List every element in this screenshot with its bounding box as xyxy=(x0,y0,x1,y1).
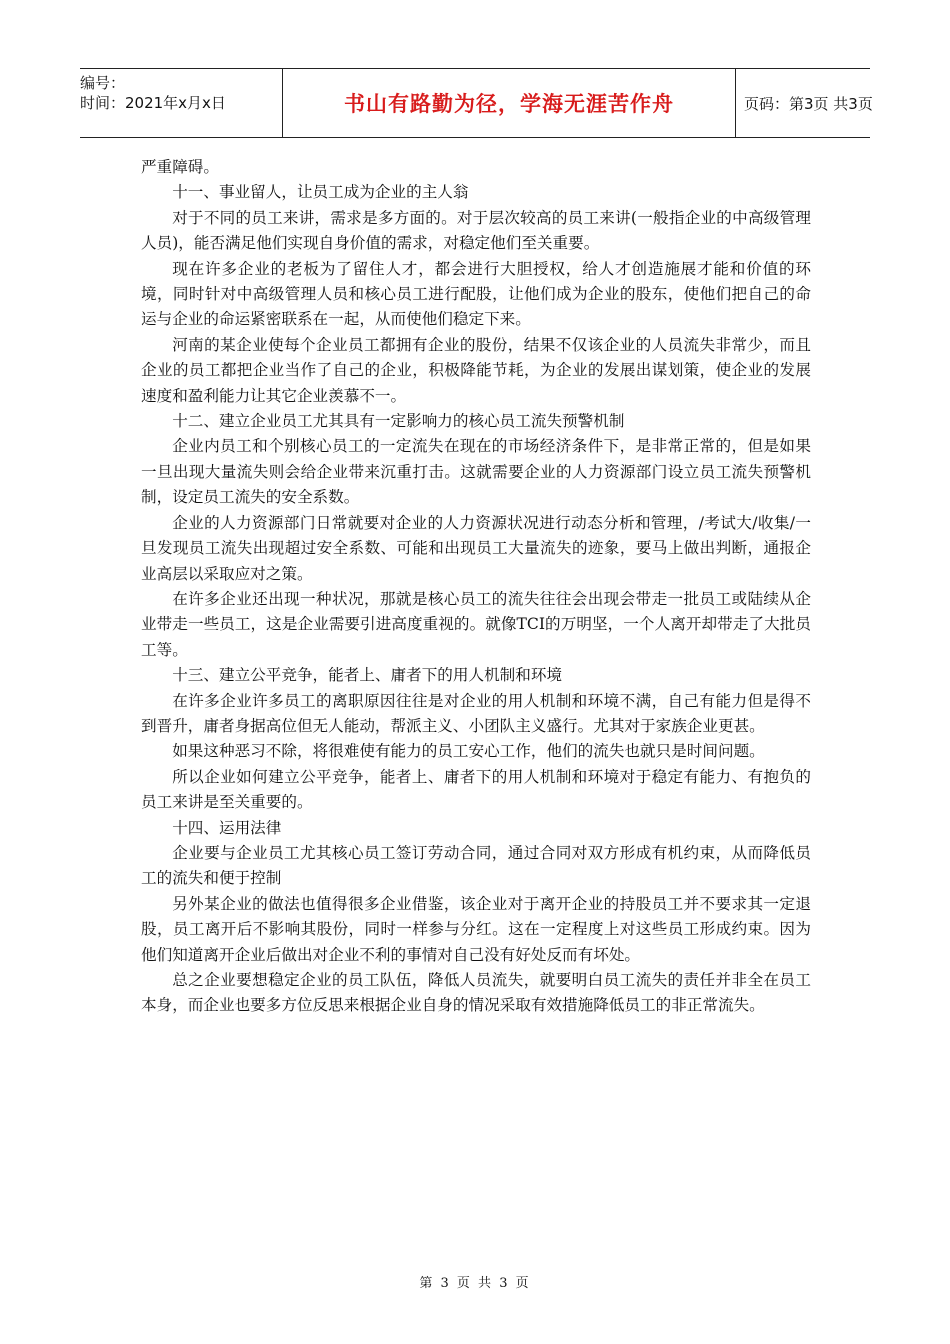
paragraph: 企业内员工和个别核心员工的一定流失在现在的市场经济条件下，是非常正常的，但是如果一旦出现大量流失则会给企业带来沉重打击。这就需要企业的人力资源部门设立员工流失预警机制，设定员工流失的安全系数。 xyxy=(141,437,811,507)
header-meta xyxy=(80,69,280,141)
header-motto: 书山有路勤为径，学海无涯苦作舟 xyxy=(344,92,674,116)
paragraph: 现在许多企业的老板为了留住人才，都会进行大胆授权，给人才创造施展才能和价值的环境，同时针对中高级管理人员和核心员工进行配股，让他们成为企业的股东，使他们把自己的命运与企业的命运紧密联系在一起，从而使他们稳定下来。 xyxy=(141,259,811,329)
paragraph: 河南的某企业使每个企业员工都拥有企业的股份，结果不仅该企业的人员流失非常少，而且企业的员工都把企业当作了自己的企业，积极降能节耗，为企业的发展出谋划策，使企业的发展速度和盈利能力让其它企业羡慕不一。 xyxy=(141,335,811,405)
document-body xyxy=(141,155,811,1019)
document-number: 编号： xyxy=(80,74,126,92)
paragraph: 企业要与企业员工尤其核心员工签订劳动合同，通过合同对双方形成有机约束，从而降低员工的流失和便于控制 xyxy=(141,843,811,888)
paragraph: 总之企业要想稳定企业的员工队伍，降低人员流失，就要明白员工流失的责任并非全在员工本身，而企业也要多方位反思来根据企业自身的情况采取有效措施降低员工的非正常流失。 xyxy=(141,971,811,1015)
section-heading: 十二、建立企业员工尤其具有一定影响力的核心员工流失预警机制 xyxy=(172,412,625,431)
paragraph: 严重障碍。 xyxy=(141,158,219,176)
paragraph: 另外某企业的做法也值得很多企业借鉴，该企业对于离开企业的持股员工并不要求其一定退股，员工离开后不影响其股份，同时一样参与分红。这在一定程度上对这些员工形成约束。因为他们知道离开企业后做出对企业不利的事情对自己没有好处反而有坏处。 xyxy=(141,894,811,964)
section-heading: 十四、运用法律 xyxy=(172,818,282,837)
paragraph: 在许多企业还出现一种状况，那就是核心员工的流失往往会出现会带走一批员工或陆续从企业带走一些员工，这是企业需要引进高度重视的。就像TCI的万明坚，一个人离开却带走了大批员工等。 xyxy=(141,589,811,659)
paragraph: 企业的人力资源部门日常就要对企业的人力资源状况进行动态分析和管理，/考试大/收集/一旦发现员工流失出现超过安全系数、可能和出现员工大量流失的迹象，要马上做出判断，通报企业高层以采取应对之策。 xyxy=(141,513,811,583)
paragraph: 如果这种恶习不除，将很难使有能力的员工安心工作，他们的流失也就只是时间问题。 xyxy=(172,742,765,761)
paragraph: 对于不同的员工来讲，需求是多方面的。对于层次较高的员工来讲(一般指企业的中高级管理人员)，能否满足他们实现自身价值的需求，对稳定他们至关重要。 xyxy=(141,208,811,253)
paragraph: 所以企业如何建立公平竞争，能者上、庸者下的用人机制和环境对于稳定有能力、有抱负的员工来讲是至关重要的。 xyxy=(141,767,811,812)
header-page-info: 页码：第3页 共3页 xyxy=(744,94,873,113)
paragraph: 在许多企业许多员工的离职原因往往是对企业的用人机制和环境不满，自己有能力但是得不到晋升，庸者身据高位但无人能动，帮派主义、小团队主义盛行。尤其对于家族企业更甚。 xyxy=(141,691,811,735)
header-motto-cell xyxy=(282,69,736,137)
section-heading: 十三、建立公平竞争，能者上、庸者下的用人机制和环境 xyxy=(172,666,563,685)
page-header xyxy=(80,68,873,138)
document-date: 时间：2021年x月x日 xyxy=(80,94,226,112)
page-footer: 第 3 页 共 3 页 xyxy=(419,1276,531,1291)
section-heading: 十一、事业留人，让员工成为企业的主人翁 xyxy=(172,183,469,202)
